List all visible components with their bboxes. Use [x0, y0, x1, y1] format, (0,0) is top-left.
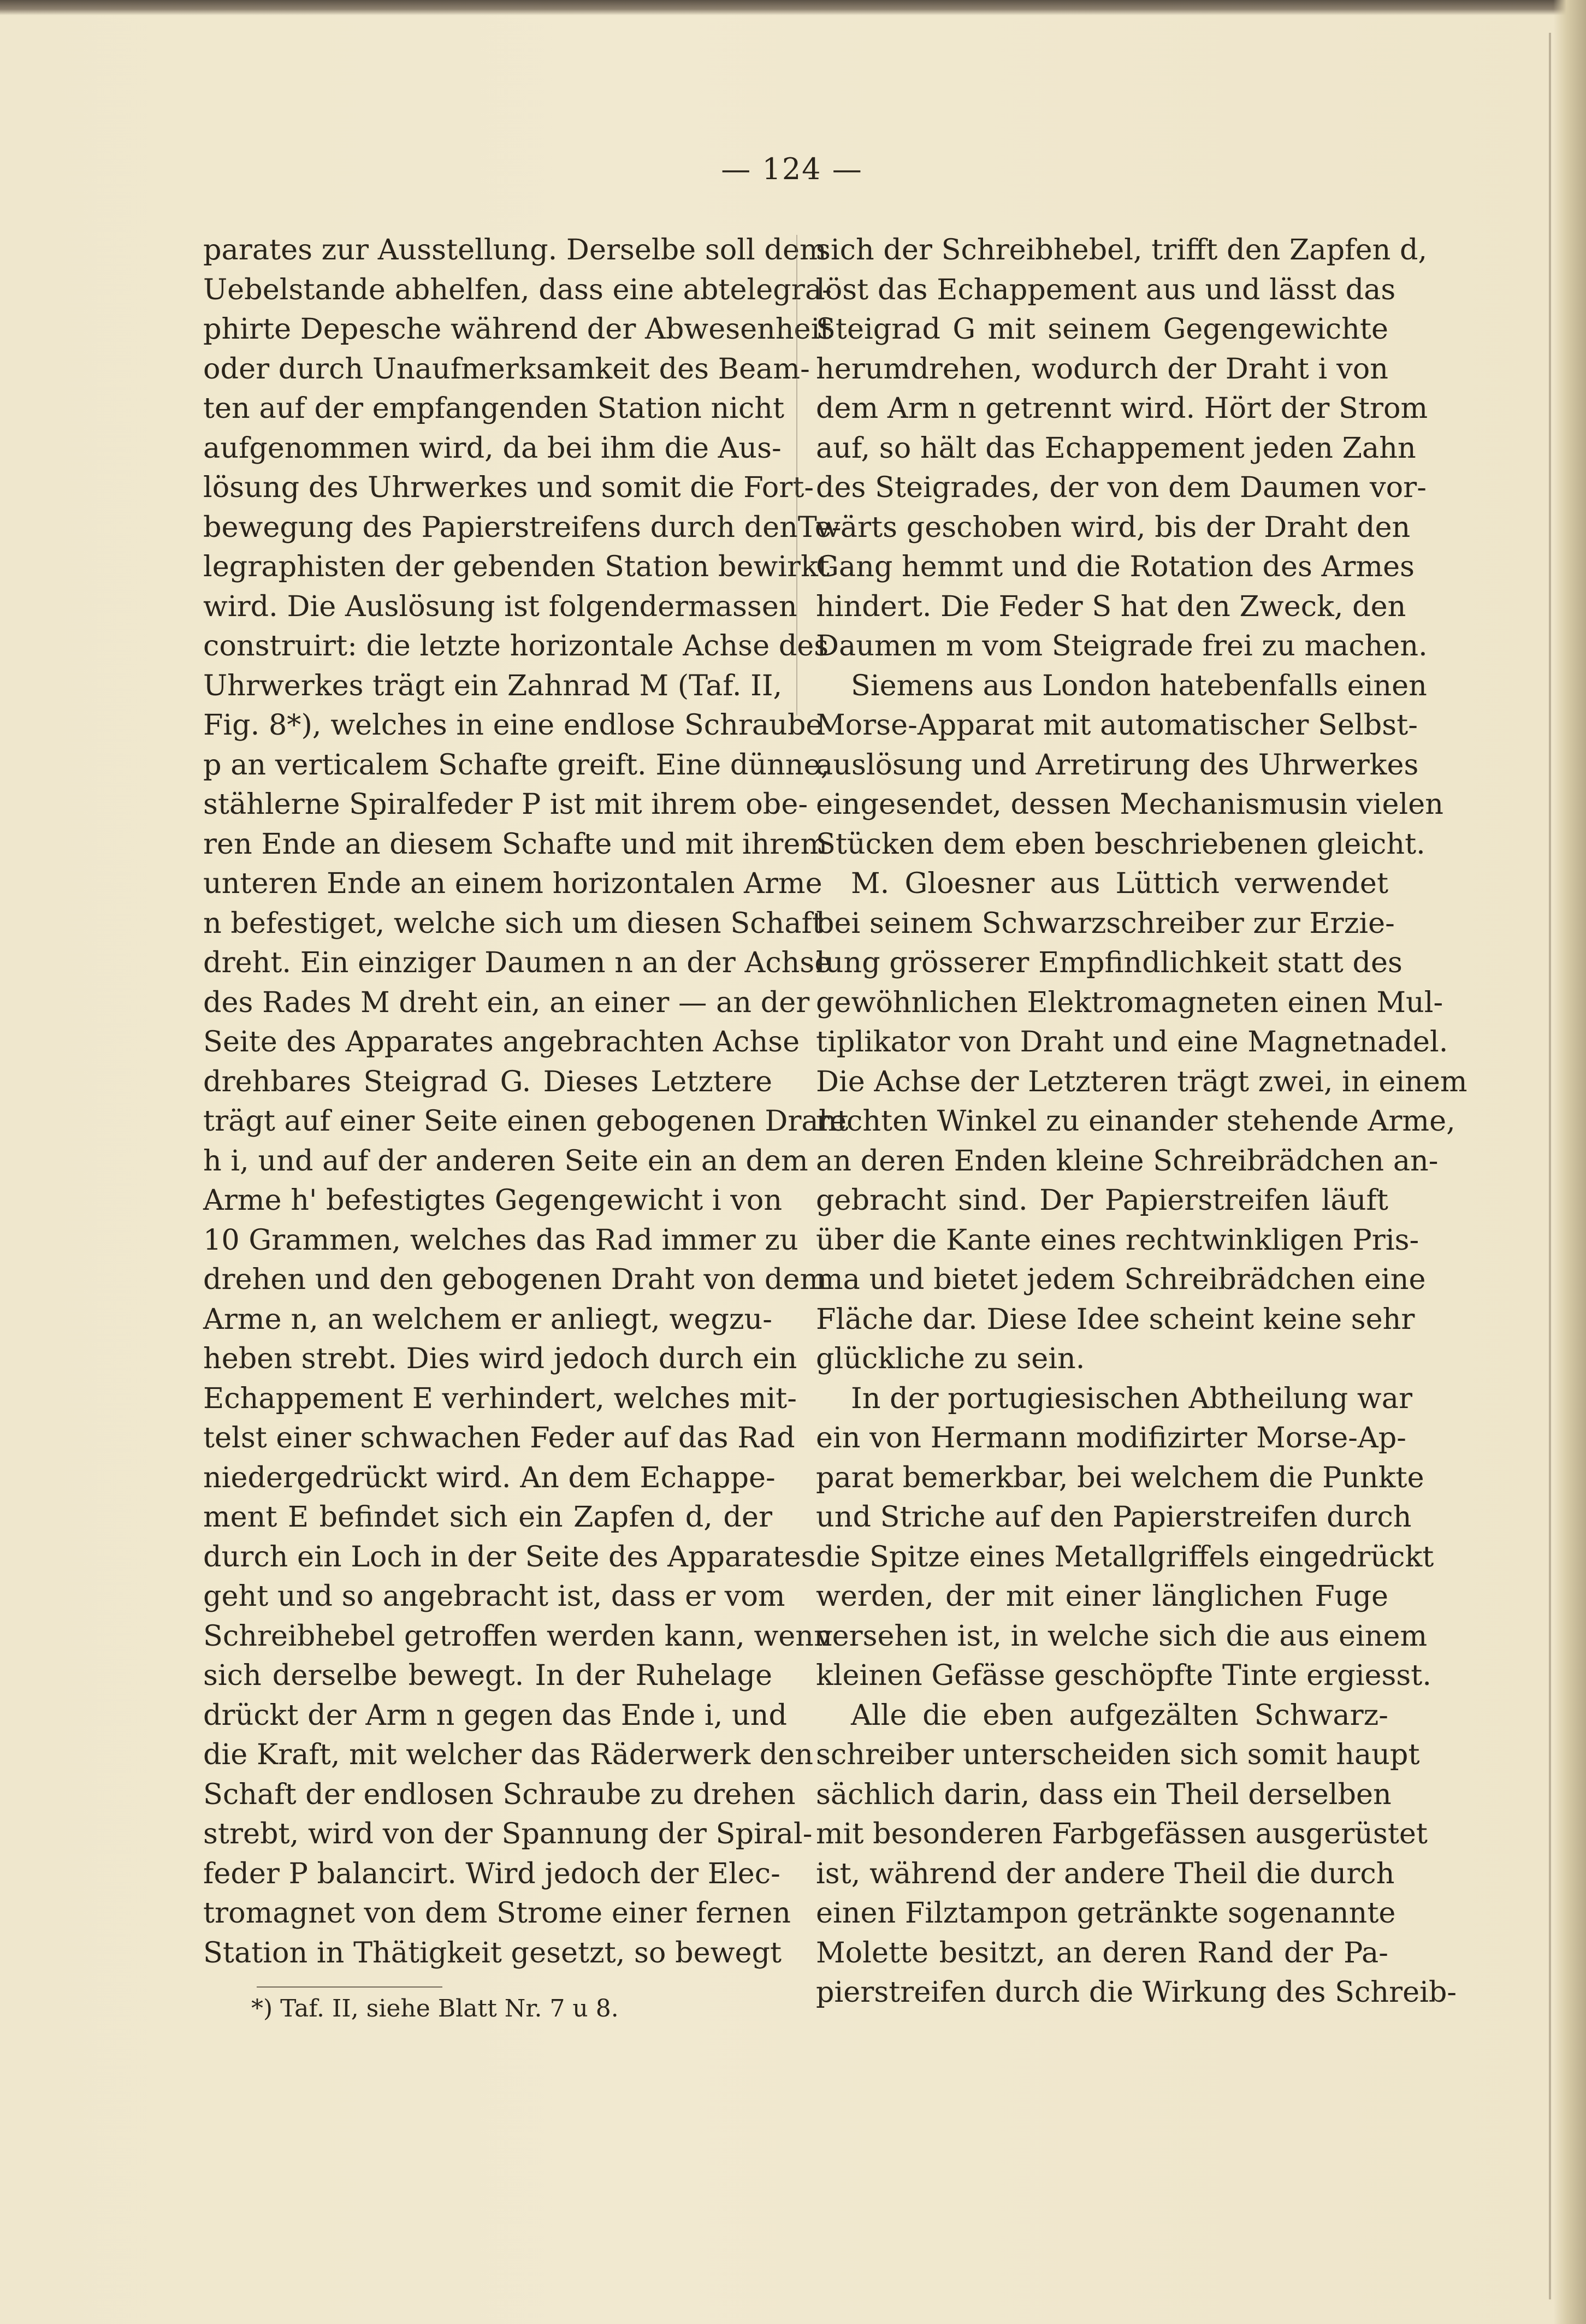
text-line: pierstreifen durch die Wirkung des Schreib-	[816, 1976, 1457, 2009]
text-line: niedergedrückt wird. An dem Echappe-	[203, 1460, 776, 1494]
text-line: stählerne Spiralfeder P ist mit ihrem obe-	[203, 788, 808, 821]
page-fold-line	[1549, 33, 1551, 2299]
text-line: sich der Schreibhebel, trifft den Zapfen d,	[816, 233, 1428, 267]
left-text-column	[203, 230, 849, 1973]
text-line: aufgenommen wird, da bei ihm die Aus-	[203, 431, 782, 465]
text-line: einen Filztampon getränkte sogenannte	[816, 1896, 1396, 1930]
text-line: heben strebt. Dies wird jedoch durch ein	[203, 1342, 797, 1375]
text-line: h i, und auf der anderen Seite ein an dem	[203, 1144, 808, 1178]
text-line: Morse-Apparat mit automatischer Selbst-	[816, 708, 1418, 742]
text-line: dreht. Ein einziger Daumen n an der Achse	[203, 946, 832, 979]
text-line: Gang hemmt und die Rotation des Armes	[816, 550, 1415, 583]
text-line: wärts geschoben wird, bis der Draht den	[816, 510, 1411, 544]
text-line: trägt auf einer Seite einen gebogenen Draht	[203, 1104, 849, 1138]
text-line: phirte Depesche während der Abwesenheit	[203, 312, 832, 346]
text-line: Uhrwerkes trägt ein Zahnrad M (Taf. II,	[203, 669, 783, 702]
text-line: gebracht sind. Der Papierstreifen läuft	[816, 1184, 1388, 1217]
text-line: rechten Winkel zu einander stehende Arme,	[816, 1104, 1455, 1138]
text-line: parat bemerkbar, bei welchem die Punkte	[816, 1460, 1424, 1494]
text-line: parates zur Ausstellung. Derselbe soll dem	[203, 233, 827, 267]
text-line: feder P balancirt. Wird jedoch der Elec-	[203, 1856, 780, 1890]
text-line: löst das Echappement aus und lässt das	[816, 273, 1396, 306]
text-line: des Rades M dreht ein, an einer — an der	[203, 985, 810, 1019]
text-line: Steigrad G mit seinem Gegengewichte	[816, 312, 1388, 346]
text-line: Molette besitzt, an deren Rand der Pa-	[816, 1936, 1388, 1970]
text-line: dem Arm n getrennt wird. Hört der Strom	[816, 392, 1428, 425]
text-line: oder durch Unaufmerksamkeit des Beam-	[203, 352, 810, 386]
text-line: ist, während der andere Theil die durch	[816, 1856, 1395, 1890]
text-line: ein von Hermann modifizirter Morse-Ap-	[816, 1421, 1406, 1454]
text-line: Stücken dem eben beschriebenen gleicht.	[816, 827, 1425, 861]
text-line: telst einer schwachen Feder auf das Rad	[203, 1421, 795, 1454]
text-line: über die Kante eines rechtwinkligen Pris-	[816, 1223, 1419, 1257]
text-line: lösung des Uhrwerkes und somit die Fort-	[203, 471, 814, 504]
text-line: auf, so hält das Echappement jeden Zahn	[816, 431, 1416, 465]
text-line: bei seinem Schwarzschreiber zur Erzie-	[816, 906, 1395, 940]
text-line: auslösung und Arretirung des Uhrwerkes	[816, 748, 1419, 782]
text-line: bewegung des Papierstreifens durch denTe-	[203, 510, 842, 544]
text-line: Alle die eben aufgezälten Schwarz-	[851, 1698, 1388, 1732]
text-line: sächlich darin, dass ein Theil derselben	[816, 1777, 1392, 1811]
text-line: legraphisten der gebenden Station bewirkt	[203, 550, 830, 583]
text-line: drehen und den gebogenen Draht von dem	[203, 1263, 827, 1296]
text-line: unteren Ende an einem horizontalen Arme	[203, 867, 822, 900]
footnote: *) Taf. II, siehe Blatt Nr. 7 u 8.	[251, 1995, 619, 2023]
text-line: Seite des Apparates angebrachten Achse	[203, 1025, 800, 1058]
text-line: Uebelstande abhelfen, dass eine abtelegra-	[203, 273, 832, 306]
text-line: Schreibhebel getroffen werden kann, wenn	[203, 1619, 832, 1653]
text-line: ren Ende an diesem Schafte und mit ihrem	[203, 827, 828, 861]
text-line: Echappement E verhindert, welches mit-	[203, 1381, 797, 1415]
text-line: strebt, wird von der Spannung der Spiral-	[203, 1817, 813, 1850]
text-line: ma und bietet jedem Schreibrädchen eine	[816, 1263, 1426, 1296]
text-line: Fig. 8*), welches in eine endlose Schraube	[203, 708, 823, 742]
text-line: glückliche zu sein.	[816, 1342, 1085, 1375]
text-line: versehen ist, in welche sich die aus einem	[816, 1619, 1428, 1653]
page-number: — 124 —	[721, 152, 863, 186]
footnote-rule	[257, 1986, 442, 1988]
text-line: Station in Thätigkeit gesetzt, so bewegt	[203, 1936, 782, 1970]
page-right-edge	[1553, 0, 1586, 2324]
text-line: drehbares Steigrad G. Dieses Letztere	[203, 1065, 772, 1098]
text-line: 10 Grammen, welches das Rad immer zu	[203, 1223, 798, 1257]
page-top-edge	[0, 0, 1586, 15]
text-line: durch ein Loch in der Seite des Apparates	[203, 1540, 816, 1574]
text-line: Arme n, an welchem er anliegt, wegzu-	[203, 1302, 772, 1336]
text-line: Arme h' befestigtes Gegengewicht i von	[203, 1184, 783, 1217]
text-line: geht und so angebracht ist, dass er vom	[203, 1580, 785, 1613]
text-line: werden, der mit einer länglichen Fuge	[816, 1580, 1388, 1613]
text-line: p an verticalem Schafte greift. Eine dünne,	[203, 748, 830, 782]
column-divider	[796, 235, 797, 715]
text-line: lung grösserer Empfindlichkeit statt des	[816, 946, 1402, 979]
text-line: n befestiget, welche sich um diesen Schaft	[203, 906, 824, 940]
text-line: schreiber unterscheiden sich somit haupt	[816, 1738, 1420, 1771]
text-line: mit besonderen Farbgefässen ausgerüstet	[816, 1817, 1428, 1850]
text-line: des Steigrades, der von dem Daumen vor-	[816, 471, 1427, 504]
text-line: tiplikator von Draht und eine Magnetnadel.	[816, 1025, 1448, 1058]
text-line: die Spitze eines Metallgriffels eingedrückt	[816, 1540, 1434, 1574]
text-line: ment E befindet sich ein Zapfen d, der	[203, 1500, 772, 1534]
text-line: hindert. Die Feder S hat den Zweck, den	[816, 589, 1406, 623]
text-line: herumdrehen, wodurch der Draht i von	[816, 352, 1388, 386]
text-line: Schaft der endlosen Schraube zu drehen	[203, 1777, 796, 1811]
text-line: und Striche auf den Papierstreifen durch	[816, 1500, 1412, 1534]
text-line: gewöhnlichen Elektromagneten einen Mul-	[816, 985, 1443, 1019]
text-line: In der portugiesischen Abtheilung war	[851, 1381, 1413, 1415]
right-text-column	[816, 230, 1467, 2013]
text-line: Fläche dar. Diese Idee scheint keine sehr	[816, 1302, 1415, 1336]
text-line: Die Achse der Letzteren trägt zwei, in einem	[816, 1065, 1467, 1098]
text-line: sich derselbe bewegt. In der Ruhelage	[203, 1659, 772, 1692]
text-line: die Kraft, mit welcher das Räderwerk den	[203, 1738, 814, 1771]
text-line: wird. Die Auslösung ist folgendermassen	[203, 589, 797, 623]
text-line: kleinen Gefässe geschöpfte Tinte ergiesst.	[816, 1659, 1431, 1692]
text-line: M. Gloesner aus Lüttich verwendet	[851, 867, 1388, 900]
text-line: an deren Enden kleine Schreibrädchen an-	[816, 1144, 1439, 1178]
text-line: ten auf der empfangenden Station nicht	[203, 392, 785, 425]
text-line: Siemens aus London hatebenfalls einen	[851, 669, 1427, 702]
text-line: eingesendet, dessen Mechanismusin vielen	[816, 788, 1443, 821]
text-line: Daumen m vom Steigrade frei zu machen.	[816, 629, 1428, 663]
text-line: tromagnet von dem Strome einer fernen	[203, 1896, 791, 1930]
text-line: drückt der Arm n gegen das Ende i, und	[203, 1698, 788, 1732]
text-line: construirt: die letzte horizontale Achse des	[203, 629, 829, 663]
